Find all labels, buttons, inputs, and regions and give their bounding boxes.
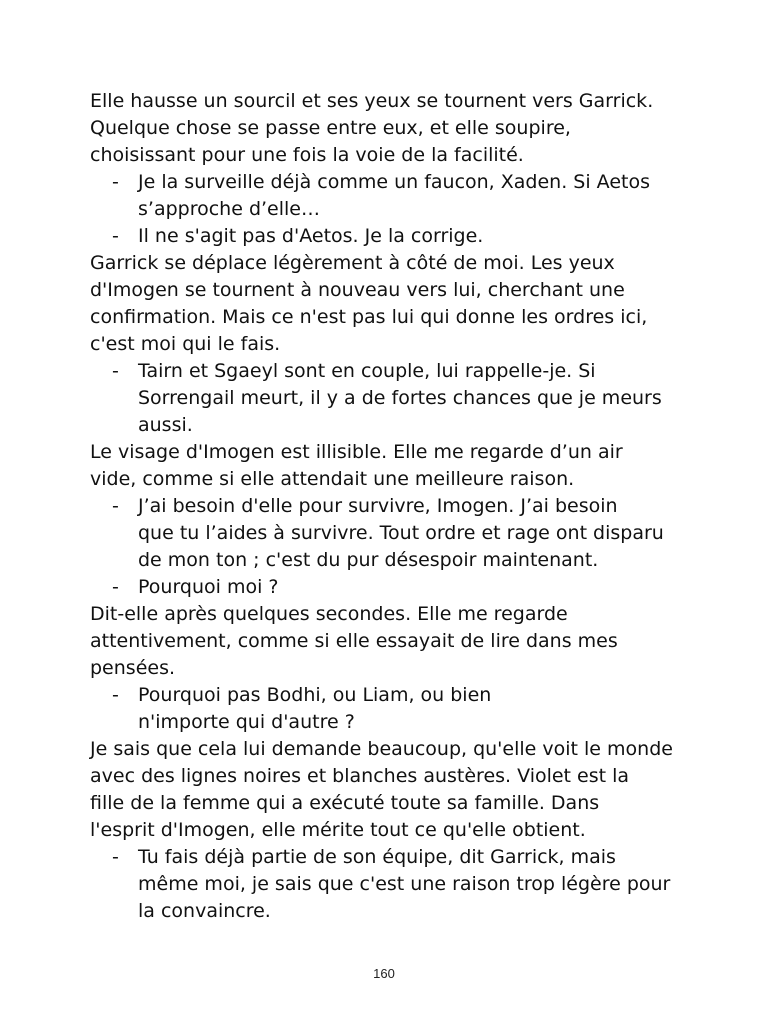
dialogue-dash: - xyxy=(112,576,119,598)
text-line: pensées. xyxy=(90,657,176,679)
dialogue-dash: - xyxy=(112,846,119,868)
dialogue-line xyxy=(90,844,690,925)
text-line: de mon ton ; c'est du pur désespoir maintenant. xyxy=(138,549,599,571)
paragraph xyxy=(90,736,690,844)
text-line: choisissant pour une fois la voie de la facilité. xyxy=(90,144,524,166)
dialogue-line xyxy=(90,493,690,574)
dialogue-line xyxy=(90,223,690,250)
text-line: confirmation. Mais ce n'est pas lui qui donne les ordres ici, xyxy=(90,306,648,328)
text-line: c'est moi qui le fais. xyxy=(90,333,281,355)
text-line: Dit-elle après quelques secondes. Elle me regarde xyxy=(90,603,568,625)
paragraph xyxy=(90,439,690,493)
text-line: Quelque chose se passe entre eux, et elle soupire, xyxy=(90,117,571,139)
text-line: Pourquoi pas Bodhi, ou Liam, ou bien xyxy=(138,684,492,706)
text-line: J’ai besoin d'elle pour survivre, Imogen. J’ai besoin xyxy=(138,495,618,517)
text-line: que tu l’aides à survivre. Tout ordre et rage ont disparu xyxy=(138,522,664,544)
text-line: Je sais que cela lui demande beaucoup, qu'elle voit le monde xyxy=(90,738,673,760)
dialogue-dash: - xyxy=(112,684,119,706)
dialogue-line xyxy=(90,169,690,223)
text-line: d'Imogen se tournent à nouveau vers lui, cherchant une xyxy=(90,279,625,301)
text-line: Elle hausse un sourcil et ses yeux se tournent vers Garrick. xyxy=(90,90,654,112)
text-line: fille de la femme qui a exécuté toute sa famille. Dans xyxy=(90,792,600,814)
paragraph xyxy=(90,601,690,682)
page-number: 160 xyxy=(373,966,395,981)
text-line: Garrick se déplace légèrement à côté de moi. Les yeux xyxy=(90,252,615,274)
text-line: s’approche d’elle… xyxy=(138,198,320,220)
dialogue-dash: - xyxy=(112,225,119,247)
text-line: Sorrengail meurt, il y a de fortes chances que je meurs xyxy=(138,387,662,409)
dialogue-dash: - xyxy=(112,495,119,517)
text-line: aussi. xyxy=(138,414,193,436)
text-line: même moi, je sais que c'est une raison trop légère pour xyxy=(138,873,671,895)
text-line: n'importe qui d'autre ? xyxy=(138,711,355,733)
text-line: Le visage d'Imogen est illisible. Elle me regarde d’un air xyxy=(90,441,623,463)
text-line: attentivement, comme si elle essayait de lire dans mes xyxy=(90,630,618,652)
text-line: vide, comme si elle attendait une meilleure raison. xyxy=(90,468,575,490)
text-line: la convaincre. xyxy=(138,900,271,922)
text-line: Pourquoi moi ? xyxy=(138,576,279,598)
text-line: Je la surveille déjà comme un faucon, Xaden. Si Aetos xyxy=(138,171,650,193)
text-line: Il ne s'agit pas d'Aetos. Je la corrige. xyxy=(138,225,484,247)
text-line: Tairn et Sgaeyl sont en couple, lui rappelle-je. Si xyxy=(138,360,596,382)
text-line: l'esprit d'Imogen, elle mérite tout ce qu'elle obtient. xyxy=(90,819,586,841)
dialogue-line xyxy=(90,358,690,439)
dialogue-line xyxy=(90,574,690,601)
paragraph xyxy=(90,250,690,358)
page-body xyxy=(90,88,690,925)
dialogue-line xyxy=(90,682,690,736)
dialogue-dash: - xyxy=(112,360,119,382)
text-line: Tu fais déjà partie de son équipe, dit Garrick, mais xyxy=(138,846,616,868)
text-line: avec des lignes noires et blanches austères. Violet est la xyxy=(90,765,630,787)
dialogue-dash: - xyxy=(112,171,119,193)
paragraph xyxy=(90,88,690,169)
